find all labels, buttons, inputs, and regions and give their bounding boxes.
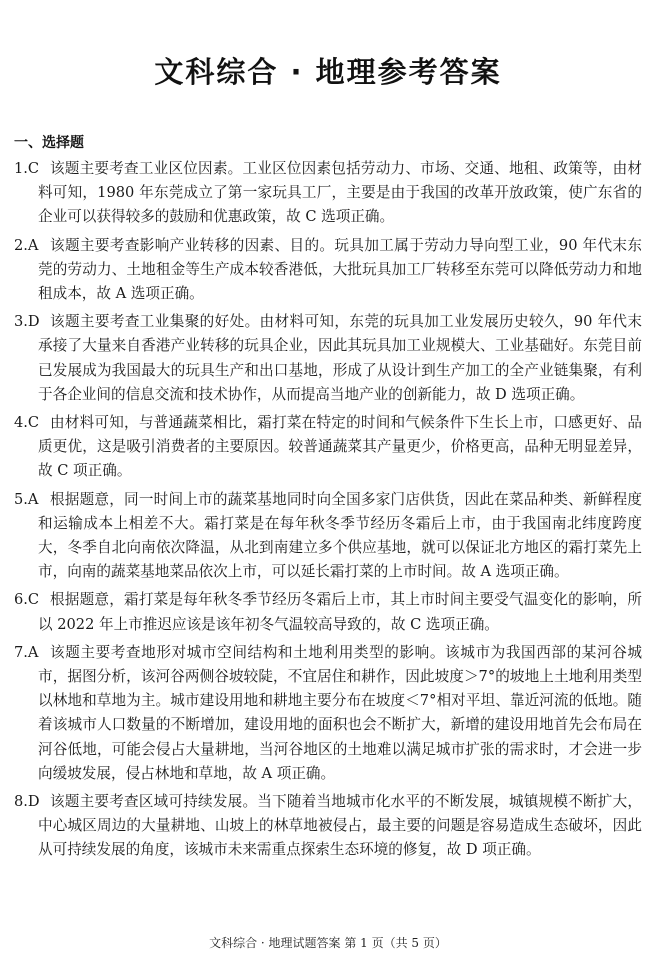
answer-number: 2.A: [14, 236, 39, 254]
answer-text: 该题主要考查影响产业转移的因素、目的。玩具加工属于劳动力导向型工业，90 年代末东莞的劳动力、土地租金等生产成本较香港低，大批玩具加工厂转移至东莞可以降低劳动力和地租成本，故 A 选项正确。: [38, 236, 642, 303]
answer-item: [0, 157, 656, 230]
answer-number: 7.A: [14, 643, 39, 661]
answer-number: 8.D: [14, 793, 40, 811]
answer-text: 由材料可知，与普通蔬菜相比，霜打菜在特定的时间和气候条件下生长上市，口感更好、品质更优，这是吸引消费者的主要原因。较普通蔬菜其产量更少，价格更高，品种无明显差异，故 C 项正确。: [38, 414, 642, 480]
answer-number: 5.A: [14, 490, 39, 508]
answer-text: 该题主要考查工业集聚的好处。由材料可知，东莞的玩具加工业发展历史较久，90 年代末承接了大量来自香港产业转移的玩具企业，因此其玩具加工业规模大、工业基础好。东莞目前已发展成为我国最大的玩具生产和出口基地，形成了从设计到生产加工的全产业链集聚，有利于各企业间的信息交流和技术协作，从而提高当地产业的创新能力，故 D 选项正确。: [38, 313, 642, 403]
answer-item: [0, 641, 656, 786]
answer-list: [0, 157, 656, 867]
answer-item: [0, 310, 656, 407]
answer-item: [0, 411, 656, 484]
answer-text: 根据题意，同一时间上市的蔬菜基地同时向全国多家门店供货，因此在菜品种类、新鲜程度和运输成本上相差不大。霜打菜是在每年秋冬季节经历冬霜后上市，由于我国南北纬度跨度大，冬季自北向南依次降温，从北到南建立多个供应基地，就可以保证北方地区的霜打菜先上市，向南的蔬菜基地菜品依次上市，可以延长霜打菜的上市时间。故 A 选项正确。: [38, 490, 642, 581]
answer-item: [0, 488, 656, 585]
answer-text: 该题主要考查工业区位因素。工业区位因素包括劳动力、市场、交通、地租、政策等，由材料可知，1980 年东莞成立了第一家玩具工厂，主要是由于我国的改革开放政策，使广东省的企业可以获得较多的鼓励和优惠政策，故 C 选项正确。: [38, 160, 642, 226]
answer-text: 该题主要考查地形对城市空间结构和土地利用类型的影响。该城市为我国西部的某河谷城市，据图分析，该河谷两侧谷坡较陡，不宜居住和耕作，因此坡度＞7°的坡地上土地利用类型以林地和草地为主。城市建设用地和耕地主要分布在坡度＜7°相对平坦、靠近河流的低地。随着该城市人口数量的不断增加，建设用地的面积也会不断扩大，新增的建设用地首先会布局在河谷低地，可能会侵占大量耕地，当河谷地区的土地难以满足城市扩张的需求时，才会进一步向缓坡发展，侵占林地和草地，故 A 项正确。: [38, 643, 642, 782]
answer-item: [0, 790, 656, 863]
answer-text: 该题主要考查区域可持续发展。当下随着当地城市化水平的不断发展，城镇规模不断扩大，中心城区周边的大量耕地、山坡上的林草地被侵占，最主要的问题是容易造成生态破坏，因此从可持续发展的角度，该城市未来需重点探索生态环境的修复，故 D 项正确。: [38, 793, 642, 859]
answer-item: [0, 234, 656, 307]
answer-number: 3.D: [14, 313, 40, 331]
answer-text: 根据题意，霜打菜是每年秋冬季节经历冬霜后上市，其上市时间主要受气温变化的影响，所以 2022 年上市推迟应该是该年初冬气温较高导致的，故 C 选项正确。: [38, 591, 642, 633]
answer-number: 1.C: [14, 160, 40, 177]
page-footer: 文科综合 · 地理试题答案 第 1 页（共 5 页）: [209, 936, 447, 950]
answer-number: 4.C: [14, 414, 40, 432]
answer-number: 6.C: [14, 591, 40, 609]
answer-item: [0, 588, 656, 636]
page-title: 文科综合 · 地理参考答案: [154, 55, 502, 89]
section-heading: 一、选择题: [14, 135, 84, 151]
